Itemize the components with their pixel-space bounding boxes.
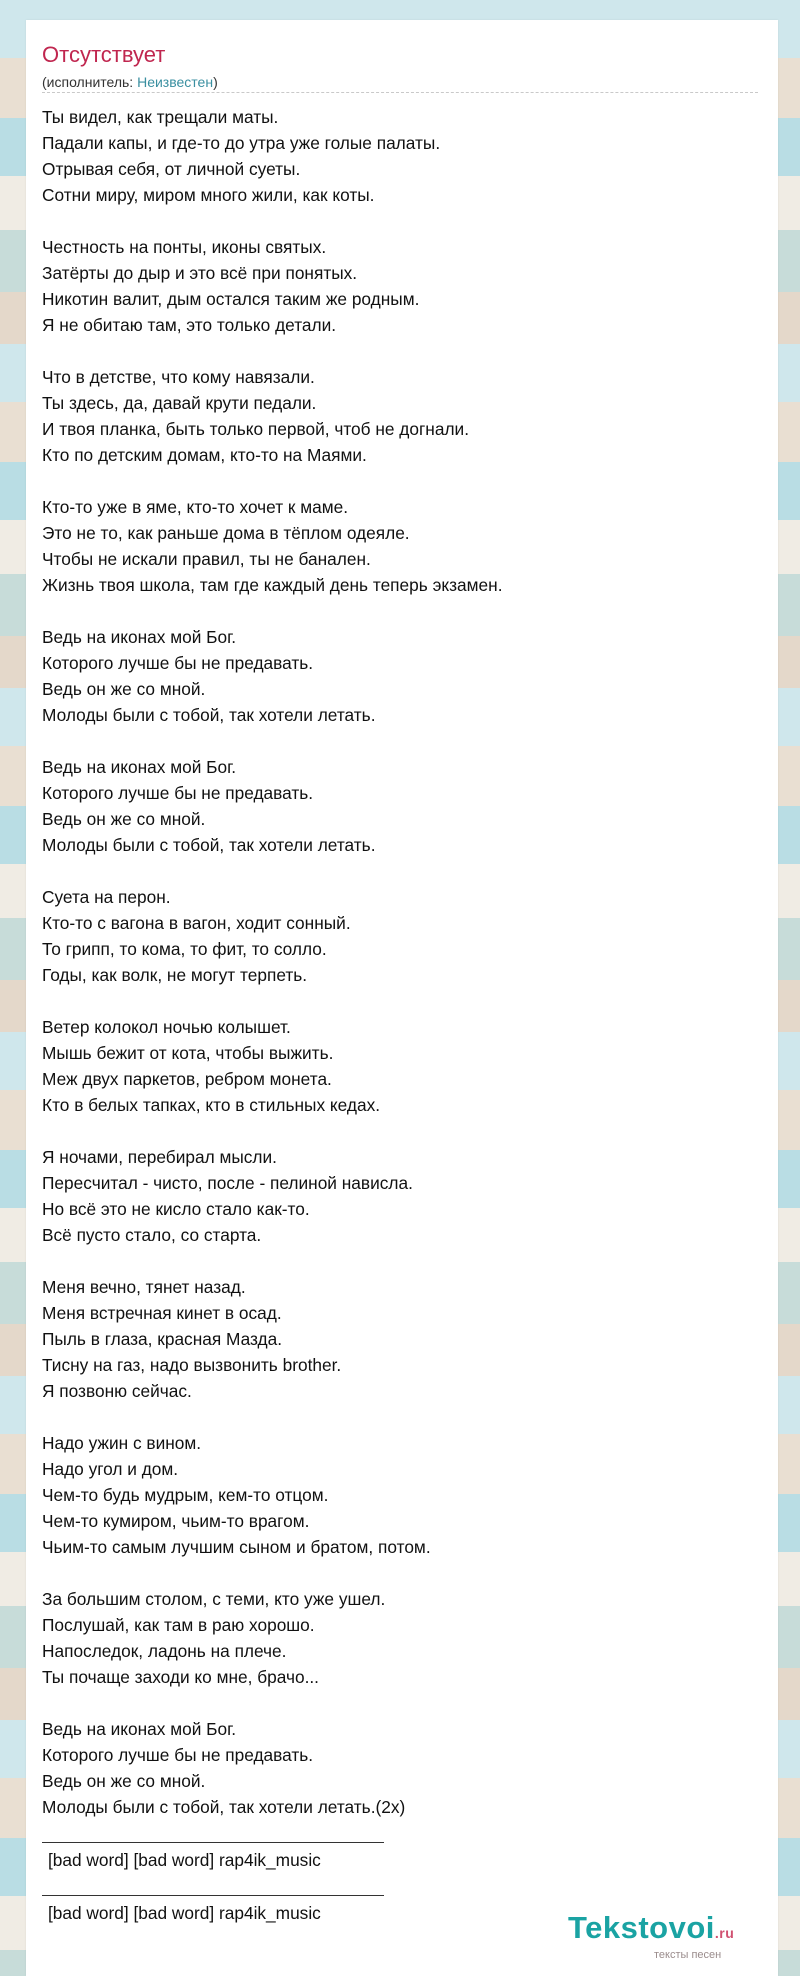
artist-label: (исполнитель: — [42, 74, 138, 90]
lyric-line: Молоды были с тобой, так хотели летать.(2х) — [42, 1797, 406, 1817]
artist-label-close: ) — [213, 74, 218, 90]
stanza-break — [42, 1560, 762, 1586]
lyric-line: Ты здесь, да, давай крути педали. — [42, 393, 317, 413]
lyric-line: Я позвоню сейчас. — [42, 1381, 192, 1401]
lyric-line: Ты видел, как трещали маты. — [42, 107, 279, 127]
lyric-line: Ведь на иконах мой Бог. — [42, 1719, 237, 1739]
stanza-break — [42, 988, 762, 1014]
lyric-line: Которого лучше бы не предавать. — [42, 783, 314, 803]
stanza-break — [42, 1690, 762, 1716]
lyric-line: Всё пусто стало, со старта. — [42, 1225, 262, 1245]
stanza-break — [42, 1118, 762, 1144]
lyric-line: Молоды были с тобой, так хотели летать. — [42, 835, 376, 855]
lyric-line: Годы, как волк, не могут терпеть. — [42, 965, 308, 985]
lyric-line: Меня встречная кинет в осад. — [42, 1303, 282, 1323]
stanza-break — [42, 468, 762, 494]
lyric-line: Падали капы, и где-то до утра уже голые палаты. — [42, 133, 441, 153]
lyric-line: Кто в белых тапках, кто в стильных кедах. — [42, 1095, 381, 1115]
stanza-break — [42, 858, 762, 884]
lyric-line: Пыль в глаза, красная Мазда. — [42, 1329, 283, 1349]
lyric-line: Ведь на иконах мой Бог. — [42, 627, 237, 647]
lyric-line: Послушай, как там в раю хорошо. — [42, 1615, 315, 1635]
lyric-line: Напоследок, ладонь на плече. — [42, 1641, 287, 1661]
lyric-line: Кто-то уже в яме, кто-то хочет к маме. — [42, 497, 349, 517]
lyric-line: Ты почаще заходи ко мне, брачо... — [42, 1667, 319, 1687]
lyric-line: Кто по детским домам, кто-то на Маями. — [42, 445, 367, 465]
stanza-break — [42, 728, 762, 754]
lyric-line: Надо ужин с вином. — [42, 1433, 202, 1453]
stanza-break — [42, 1248, 762, 1274]
site-logo[interactable] — [568, 1912, 778, 1961]
lyric-line: Это не то, как раньше дома в тёплом одеяле. — [42, 523, 410, 543]
lyric-line: Которого лучше бы не предавать. — [42, 653, 314, 673]
lyric-line: Ведь он же со мной. — [42, 1771, 206, 1791]
credit-line: [bad word] [bad word] rap4ik_music — [48, 1850, 321, 1870]
credit-divider — [42, 1842, 384, 1843]
title-divider — [42, 92, 758, 93]
credit-line: [bad word] [bad word] rap4ik_music — [48, 1903, 321, 1923]
lyric-line: Мышь бежит от кота, чтобы выжить. — [42, 1043, 334, 1063]
lyric-line: Я не обитаю там, это только детали. — [42, 315, 337, 335]
lyric-line: То грипп, то кома, то фит, то солло. — [42, 939, 327, 959]
lyric-line: Ведь на иконах мой Бог. — [42, 757, 237, 777]
logo-name: Tekstovoi — [568, 1910, 715, 1945]
credit-divider — [42, 1895, 384, 1896]
logo-wordmark — [568, 1912, 778, 1949]
lyric-line: Меня вечно, тянет назад. — [42, 1277, 246, 1297]
lyric-line: Молоды были с тобой, так хотели летать. — [42, 705, 376, 725]
lyric-line: Суета на перон. — [42, 887, 171, 907]
logo-tagline: тексты песен — [654, 1949, 722, 1961]
lyric-line: Ведь он же со мной. — [42, 809, 206, 829]
lyric-line: Что в детстве, что кому навязали. — [42, 367, 315, 387]
lyric-line: Чьим-то самым лучшим сыном и братом, потом. — [42, 1537, 431, 1557]
lyric-line: Затёрты до дыр и это всё при понятых. — [42, 263, 358, 283]
artist-link[interactable]: Неизвестен — [137, 74, 214, 90]
lyric-line: Чтобы не искали правил, ты не банален. — [42, 549, 371, 569]
stanza-break — [42, 338, 762, 364]
lyric-line: Жизнь твоя школа, там где каждый день теперь экзамен. — [42, 575, 503, 595]
lyric-line: Отрывая себя, от личной суеты. — [42, 159, 301, 179]
lyric-line: Надо угол и дом. — [42, 1459, 179, 1479]
lyric-line: Которого лучше бы не предавать. — [42, 1745, 314, 1765]
lyric-line: Тисну на газ, надо вызвонить brother. — [42, 1355, 342, 1375]
lyric-line: Ведь он же со мной. — [42, 679, 206, 699]
stanza-break — [42, 208, 762, 234]
lyric-line: Я ночами, перебирал мысли. — [42, 1147, 277, 1167]
logo-tld: .ru — [714, 1925, 735, 1941]
stanza-break — [42, 598, 762, 624]
lyric-line: Чем-то кумиром, чьим-то врагом. — [42, 1511, 310, 1531]
lyric-line: Чем-то будь мудрым, кем-то отцом. — [42, 1485, 329, 1505]
lyric-line: Ветер колокол ночью колышет. — [42, 1017, 291, 1037]
lyric-line: Но всё это не кисло стало как-то. — [42, 1199, 310, 1219]
lyric-line: Кто-то с вагона в вагон, ходит сонный. — [42, 913, 351, 933]
lyric-line: И твоя планка, быть только первой, чтоб не догнали. — [42, 419, 470, 439]
lyrics-text — [42, 104, 762, 1820]
lyric-line: Пересчитал - чисто, после - пелиной нависла. — [42, 1173, 413, 1193]
lyric-line: Честность на понты, иконы святых. — [42, 237, 327, 257]
stanza-break — [42, 1404, 762, 1430]
lyric-line: Меж двух паркетов, ребром монета. — [42, 1069, 332, 1089]
lyric-line: Никотин валит, дым остался таким же родным. — [42, 289, 420, 309]
lyric-line: За большим столом, с теми, кто уже ушел. — [42, 1589, 386, 1609]
artist-meta — [42, 74, 218, 90]
song-title: Отсутствует — [42, 42, 166, 67]
lyric-line: Сотни миру, миром много жили, как коты. — [42, 185, 375, 205]
